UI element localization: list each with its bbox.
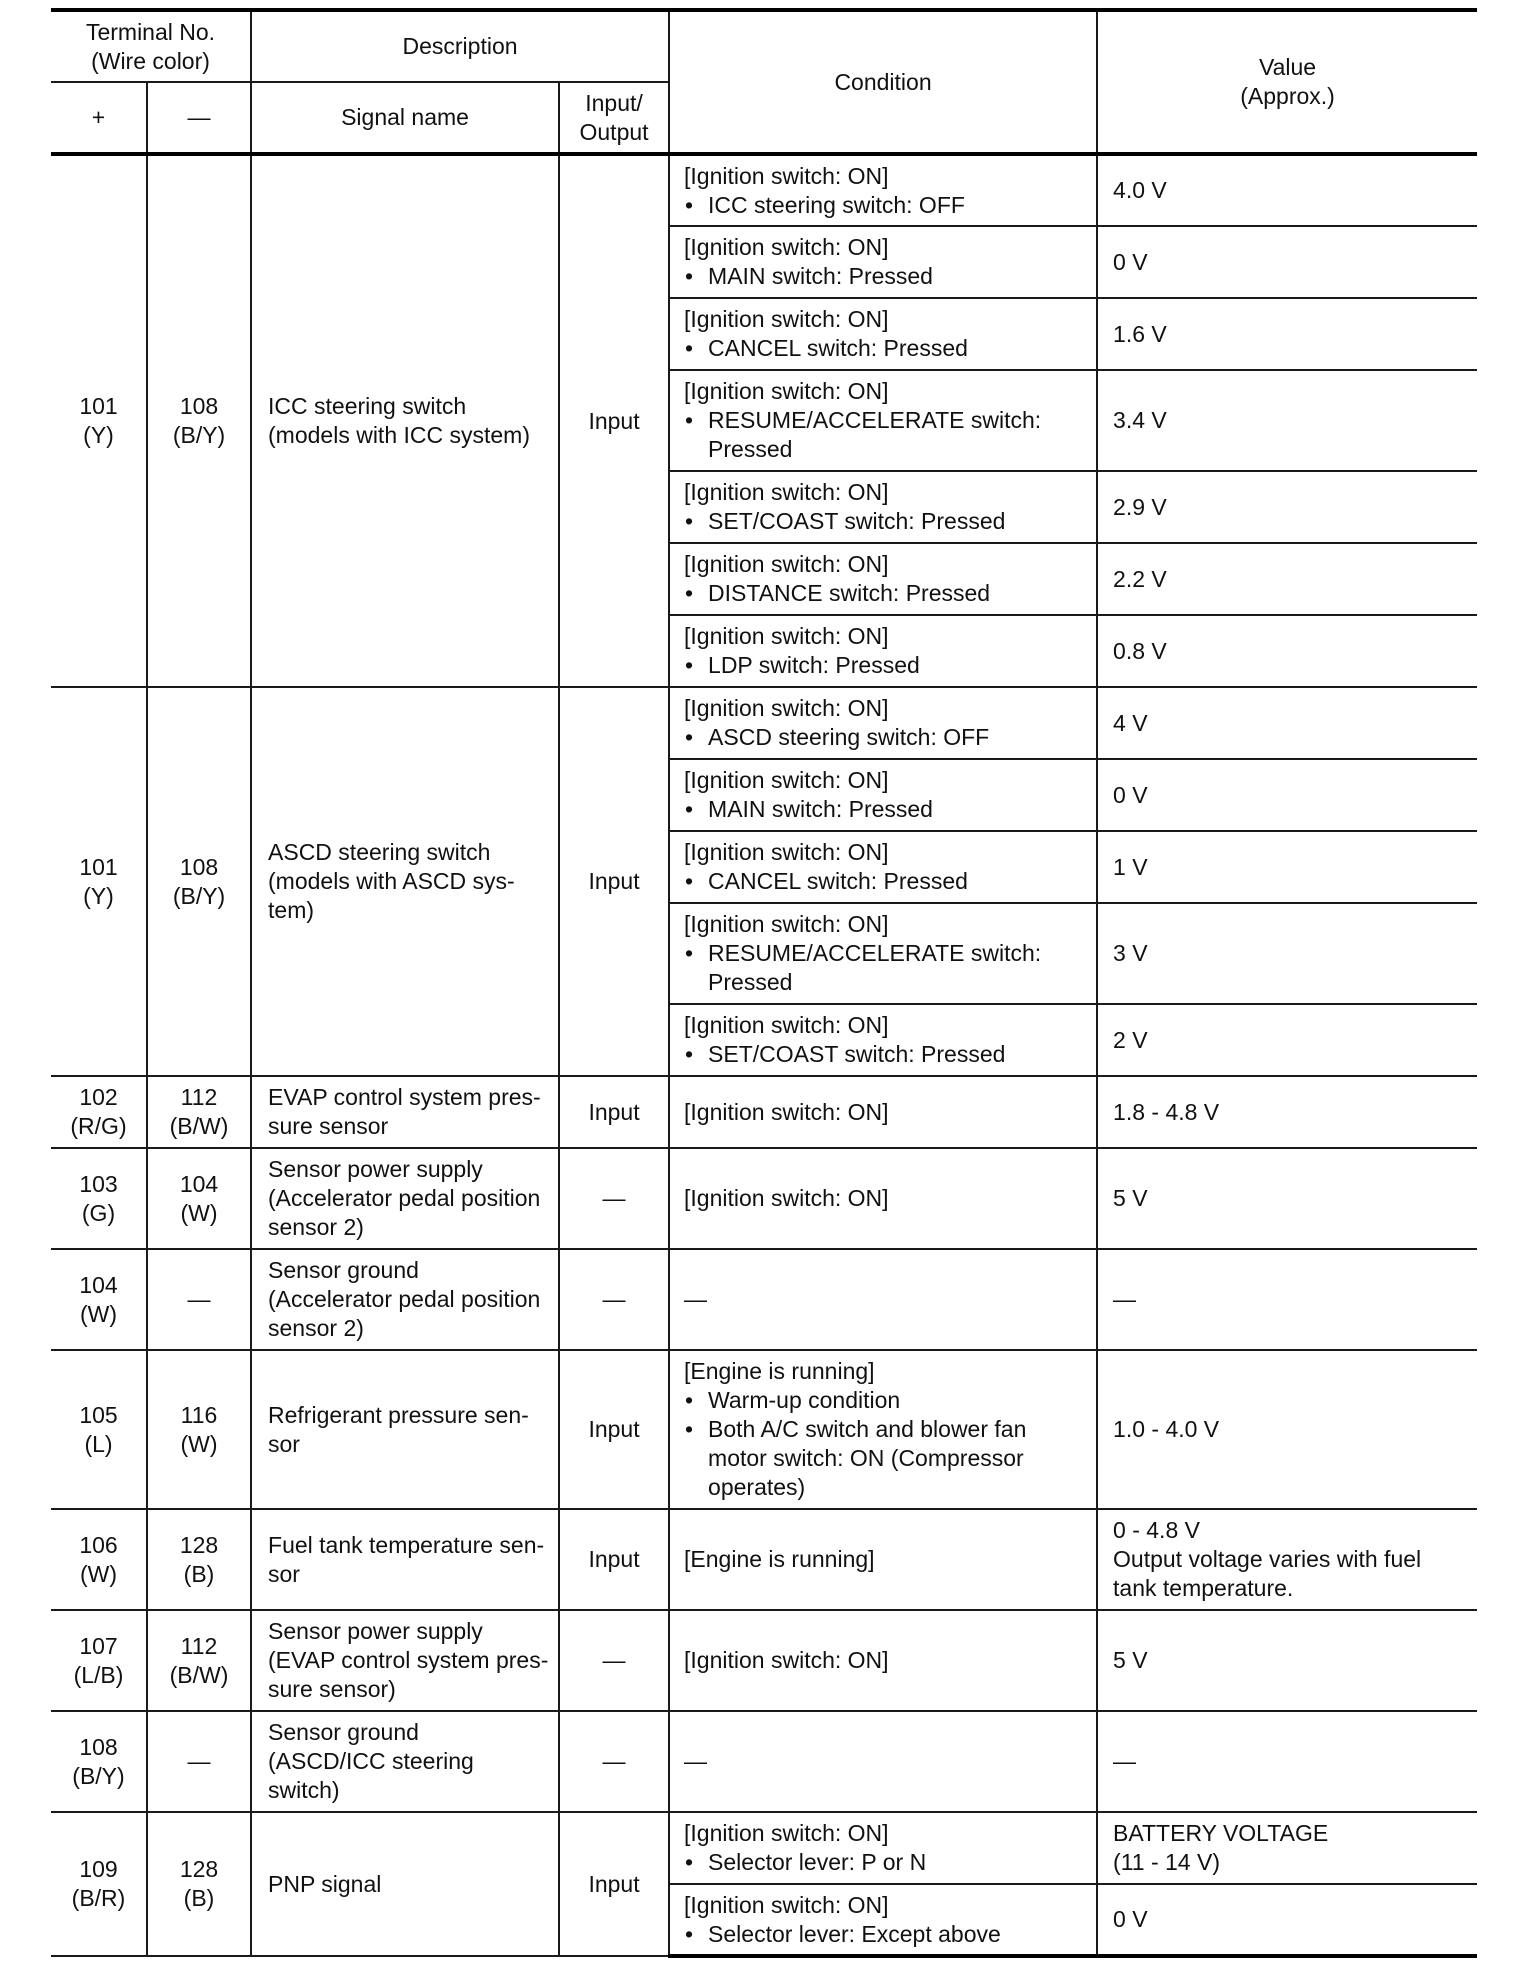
terminal-plus-number: 104 [79,1271,118,1298]
condition-cell [669,1812,1097,1884]
condition-state: [Ignition switch: ON] [684,1185,889,1211]
plus-header: + [51,82,147,154]
table-row [51,1711,1477,1812]
terminal-plus-wire-color: (Y) [83,422,114,448]
condition-state: [Ignition switch: ON] [684,623,889,649]
input-output: Input [559,1812,669,1956]
terminal-minus-wire-color: (W) [180,1199,218,1226]
terminal-plus [51,1610,147,1711]
terminal-minus-number: 108 [179,853,219,880]
condition-cell [669,543,1097,615]
signal-name [251,1350,559,1509]
input-output: Input [559,1509,669,1610]
value-line: 3 V [1113,940,1148,966]
signal-name-line: Sensor power supply [268,1618,483,1644]
condition-bullet-list [684,1040,1088,1069]
terminal-minus [147,1148,251,1249]
value-cell [1097,759,1477,831]
terminal-minus-wire-color: (B) [183,1885,215,1911]
condition-state: [Ignition switch: ON] [684,551,889,577]
condition-state: [Ignition switch: ON] [684,1820,889,1846]
value-line: 1 V [1113,853,1148,880]
condition-cell [669,154,1097,226]
value-line: — [1113,1286,1137,1312]
condition-state: [Ignition switch: ON] [684,234,889,260]
table-body [51,154,1477,1956]
terminal-minus-wire-color: (B/W) [169,1661,229,1688]
value-line: 5 V [1113,1647,1148,1673]
condition-bullet: • Selector lever: Except above [684,1920,1088,1949]
condition-bullet-list [684,1386,1088,1502]
value-cell [1097,543,1477,615]
terminal-spec-sheet [51,8,1477,1958]
value-line: 0.8 V [1113,637,1167,664]
condition-cell [669,759,1097,831]
terminal-plus-wire-color: (L) [84,1430,113,1457]
signal-name-line: sor [268,1430,300,1457]
terminal-plus [51,1249,147,1350]
terminal-plus-wire-color: (W) [79,1560,118,1587]
minus-header: — [147,82,251,154]
value-cell [1097,1350,1477,1509]
input-output: — [559,1249,669,1350]
terminal-plus [51,154,147,687]
terminal-minus-wire-color: (B/W) [169,1113,229,1139]
terminal-minus-wire-color: (W) [180,1430,218,1457]
condition-cell [669,370,1097,471]
value-cell [1097,1610,1477,1711]
terminal-minus-number: — [187,1748,211,1774]
wire-color-label: (Wire color) [91,47,210,74]
condition-state: [Ignition switch: ON] [684,767,889,793]
table-row [51,1812,1477,1884]
value-cell [1097,1509,1477,1610]
terminal-plus-number: 106 [79,1531,118,1558]
terminal-plus [51,1076,147,1148]
signal-name-line: (EVAP control system pres- [268,1647,549,1673]
table-header [51,10,1477,154]
terminal-plus-number: 107 [79,1632,118,1659]
condition-bullet: • RESUME/ACCELERATE switch: Pressed [684,406,1088,464]
terminal-minus-number: 112 [180,1084,218,1110]
condition-bullet-list [684,867,1088,896]
condition-state: [Ignition switch: ON] [684,1891,889,1918]
terminal-minus-wire-color: (B/Y) [172,882,226,909]
value-line: (11 - 14 V) [1113,1849,1220,1875]
condition-cell [669,615,1097,687]
value-cell [1097,1249,1477,1350]
table-row [51,1148,1477,1249]
signal-name-line: PNP signal [268,1870,382,1897]
terminal-plus [51,1350,147,1509]
condition-cell [669,471,1097,543]
value-label: Value [1258,54,1317,80]
condition-state: — [684,1286,708,1312]
condition-cell [669,1004,1097,1076]
terminal-plus-wire-color: (W) [79,1300,118,1327]
value-line: 1.8 - 4.8 V [1113,1098,1220,1125]
terminal-no-header [51,10,251,82]
terminal-minus [147,1711,251,1812]
terminal-minus [147,1509,251,1610]
value-cell [1097,1711,1477,1812]
terminal-plus-number: 108 [79,1733,118,1760]
condition-bullet-list [684,651,1088,680]
signal-name-line: Sensor ground [268,1719,419,1745]
terminal-minus-number: 112 [180,1632,218,1659]
condition-bullet-list [684,795,1088,824]
input-output: Input [559,154,669,687]
signal-name [251,1610,559,1711]
condition-bullet-list [684,579,1088,608]
terminal-minus-number: 116 [180,1401,218,1428]
condition-bullet-list [684,723,1088,752]
value-line: 2.2 V [1113,565,1167,592]
signal-name-line: EVAP control system pres- [268,1084,541,1110]
terminal-plus-number: 101 [79,853,118,880]
terminal-plus-number: 103 [79,1170,118,1197]
condition-bullet-list [684,334,1088,363]
value-line: BATTERY VOLTAGE [1113,1820,1329,1846]
terminal-plus-wire-color: (R/G) [70,1113,127,1139]
condition-bullet-list [684,939,1088,997]
condition-cell [669,831,1097,903]
signal-name-line: Refrigerant pressure sen- [268,1401,529,1428]
value-cell [1097,903,1477,1004]
table-row [51,1509,1477,1610]
terminal-plus-number: 101 [79,393,118,419]
terminal-plus [51,687,147,1076]
table-row [51,1076,1477,1148]
input-output: Input [559,1350,669,1509]
input-output: — [559,1610,669,1711]
condition-cell [669,1884,1097,1956]
value-line: 0 - 4.8 V [1113,1517,1200,1543]
condition-bullet: • LDP switch: Pressed [684,651,1088,680]
condition-cell [669,1610,1097,1711]
signal-name-line: Sensor power supply [268,1156,483,1182]
condition-bullet-list [684,262,1088,291]
value-cell [1097,370,1477,471]
condition-state: [Ignition switch: ON] [684,378,889,404]
condition-cell [669,1076,1097,1148]
condition-cell [669,1249,1097,1350]
terminal-minus-number: 128 [179,1856,219,1882]
value-line: 0 V [1113,781,1148,808]
terminal-plus-number: 102 [79,1084,118,1110]
condition-state: [Ignition switch: ON] [684,306,889,332]
value-line: 2.9 V [1113,493,1167,520]
value-cell [1097,1076,1477,1148]
condition-bullet: • MAIN switch: Pressed [684,795,1088,824]
terminal-plus-wire-color: (Y) [83,882,114,909]
condition-state: [Engine is running] [684,1358,875,1384]
signal-name-line: sure sensor) [268,1676,396,1702]
terminal-plus-wire-color: (L/B) [73,1661,124,1688]
condition-state: [Ignition switch: ON] [684,479,889,505]
condition-bullet: • ICC steering switch: OFF [684,191,1088,220]
signal-name-line: (models with ASCD sys- [268,868,515,894]
condition-cell [669,1509,1097,1610]
value-header [1097,10,1477,154]
terminal-plus-number: 105 [79,1401,118,1428]
condition-cell [669,1148,1097,1249]
signal-name-line: tem) [268,897,315,923]
value-line: — [1113,1748,1137,1774]
input-output: Input [559,687,669,1076]
terminal-plus-number: 109 [79,1856,118,1882]
value-cell [1097,831,1477,903]
condition-bullet: • CANCEL switch: Pressed [684,867,1088,896]
signal-name-header: Signal name [251,82,559,154]
value-cell [1097,1884,1477,1956]
condition-state: [Ignition switch: ON] [684,839,889,865]
input-output-header: Input/ Output [559,82,669,154]
condition-bullet-list [684,191,1088,220]
condition-bullet: • RESUME/ACCELERATE switch: Pressed [684,939,1088,997]
value-line: 4 V [1113,709,1148,736]
terminal-minus [147,1350,251,1509]
condition-bullet: • CANCEL switch: Pressed [684,334,1088,363]
signal-name-line: sor [268,1560,300,1587]
condition-bullet: • SET/COAST switch: Pressed [684,507,1088,536]
condition-state: [Engine is running] [684,1546,875,1572]
table-row [51,154,1477,226]
signal-name-line: Sensor ground [268,1257,419,1283]
terminal-minus [147,687,251,1076]
terminal-minus-number: — [187,1286,211,1312]
signal-name [251,154,559,687]
value-cell [1097,687,1477,759]
condition-state: [Ignition switch: ON] [684,1647,889,1673]
condition-state: — [684,1748,708,1774]
signal-name-line: (models with ICC system) [268,422,530,448]
condition-bullet-list [684,1848,1088,1877]
condition-state: [Ignition switch: ON] [684,695,889,721]
value-cell [1097,1812,1477,1884]
terminal-plus [51,1148,147,1249]
condition-cell [669,298,1097,370]
signal-name-line: (Accelerator pedal position [268,1185,541,1211]
description-header: Description [251,10,669,82]
signal-name [251,1711,559,1812]
condition-bullet: • DISTANCE switch: Pressed [684,579,1088,608]
signal-name-line: sure sensor [268,1113,389,1139]
condition-state: [Ignition switch: ON] [684,1098,889,1125]
input-output: — [559,1148,669,1249]
condition-bullet: • SET/COAST switch: Pressed [684,1040,1088,1069]
value-cell [1097,471,1477,543]
condition-state: [Ignition switch: ON] [684,1012,889,1038]
terminal-no-label: Terminal No. [85,18,216,45]
terminal-minus [147,1610,251,1711]
value-cell [1097,1148,1477,1249]
condition-bullet: • Selector lever: P or N [684,1848,1088,1877]
condition-cell [669,687,1097,759]
condition-bullet: • ASCD steering switch: OFF [684,723,1088,752]
terminal-minus-number: 104 [179,1170,219,1197]
signal-name-line: sensor 2) [268,1315,364,1341]
signal-name-line: (Accelerator pedal position [268,1286,541,1312]
signal-name-line: ICC steering switch [268,393,467,419]
table-row [51,1610,1477,1711]
terminal-plus-wire-color: (B/R) [71,1885,126,1911]
value-line: 0 V [1113,248,1148,275]
signal-name [251,1148,559,1249]
signal-name [251,1509,559,1610]
terminal-plus-wire-color: (G) [81,1199,116,1226]
terminal-table [51,8,1477,1958]
condition-cell [669,1350,1097,1509]
condition-cell [669,1711,1097,1812]
signal-name [251,1812,559,1956]
approx-label: (Approx.) [1240,83,1335,109]
value-line: 5 V [1113,1185,1148,1211]
terminal-plus [51,1812,147,1956]
condition-bullet: • Warm-up condition [684,1386,1088,1415]
condition-bullet-list [684,507,1088,536]
terminal-plus [51,1711,147,1812]
value-line: 1.6 V [1113,320,1167,347]
terminal-plus [51,1509,147,1610]
value-line: 4.0 V [1113,177,1167,203]
condition-cell [669,903,1097,1004]
terminal-minus-wire-color: (B/Y) [172,422,226,448]
signal-name-line: Fuel tank temperature sen- [268,1531,545,1558]
condition-bullet-list [684,406,1088,464]
value-line: Output voltage varies with fuel tank temperature. [1113,1546,1422,1601]
signal-name [251,1076,559,1148]
input-output: Input [559,1076,669,1148]
condition-bullet: • MAIN switch: Pressed [684,262,1088,291]
table-row [51,687,1477,759]
value-line: 3.4 V [1113,407,1167,433]
terminal-minus [147,154,251,687]
value-line: 1.0 - 4.0 V [1113,1416,1220,1442]
value-cell [1097,154,1477,226]
input-output: — [559,1711,669,1812]
signal-name-line: ASCD steering switch [268,839,491,865]
condition-bullet-list [684,1920,1088,1949]
signal-name-line: sensor 2) [268,1214,364,1240]
signal-name [251,1249,559,1350]
table-row [51,1350,1477,1509]
value-cell [1097,1004,1477,1076]
value-cell [1097,226,1477,298]
terminal-plus-wire-color: (B/Y) [72,1762,125,1789]
terminal-minus [147,1812,251,1956]
condition-state: [Ignition switch: ON] [684,162,889,189]
value-line: 0 V [1113,1906,1148,1932]
condition-bullet: • Both A/C switch and blower fan motor switch: ON (Compressor operates) [684,1415,1088,1502]
value-cell [1097,298,1477,370]
terminal-minus-number: 108 [179,393,219,419]
signal-name-line: (ASCD/ICC steering [268,1748,474,1774]
terminal-minus-number: 128 [179,1531,219,1558]
terminal-minus [147,1249,251,1350]
condition-cell [669,226,1097,298]
condition-header: Condition [669,10,1097,154]
signal-name-line: switch) [268,1777,340,1803]
table-row [51,1249,1477,1350]
condition-state: [Ignition switch: ON] [684,911,889,937]
value-line: 2 V [1113,1026,1148,1053]
signal-name [251,687,559,1076]
terminal-minus [147,1076,251,1148]
terminal-minus-wire-color: (B) [183,1560,215,1587]
value-cell [1097,615,1477,687]
